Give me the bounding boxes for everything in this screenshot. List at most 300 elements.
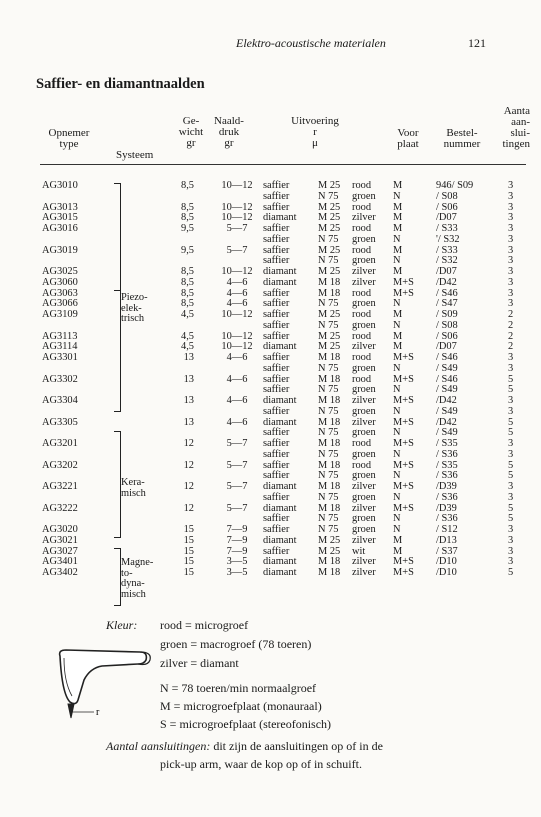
cell-druk: 5—7	[226, 459, 248, 471]
cell-plaat: M+S	[393, 416, 414, 428]
cell-gewicht: 15	[183, 524, 194, 535]
cell-naaldtype: N 75	[318, 384, 339, 396]
header-rule	[40, 164, 526, 165]
cell-aant: 3	[508, 223, 514, 234]
cell-druk: 4—6	[226, 298, 248, 310]
cell-gewicht: 15	[183, 567, 194, 578]
cell-aant: 3	[508, 352, 514, 363]
cell-nummer: /D42	[436, 276, 457, 288]
table-row	[0, 407, 541, 418]
col-opnemer: Opnemer type	[48, 127, 90, 150]
cell-aant: 3	[508, 266, 514, 277]
cell-naaldtype: M 25	[318, 341, 341, 353]
cell-materiaal: saffier	[263, 319, 290, 331]
cell-type: AG3221	[42, 481, 78, 492]
cell-kleur: rood	[352, 244, 372, 256]
cell-naaldtype: M 25	[318, 223, 341, 234]
cell-druk: 10—12	[221, 341, 253, 353]
cell-naaldtype: N 75	[318, 362, 339, 374]
cell-naaldtype: N 75	[318, 427, 339, 439]
cell-plaat: N	[393, 255, 401, 267]
cell-kleur: groen	[352, 448, 376, 460]
cell-gewicht: 4,5	[181, 330, 194, 342]
cell-materiaal: saffier	[263, 180, 290, 191]
cell-aant: 5	[508, 459, 514, 471]
cell-kleur: rood	[352, 201, 372, 213]
cell-materiaal: diamant	[263, 416, 297, 428]
cell-aant: 5	[508, 502, 514, 514]
cell-kleur: rood	[352, 330, 372, 342]
cell-naaldtype: M 18	[318, 287, 341, 299]
cell-nummer: / S46	[436, 287, 458, 299]
cell-nummer: / S36	[436, 470, 458, 482]
cell-druk: 10—12	[221, 180, 253, 191]
system-label-piezo: Piezo- elek- trisch	[121, 292, 148, 325]
cell-druk: 5—7	[226, 244, 248, 256]
cell-materiaal: saffier	[263, 405, 290, 417]
system-label-kera: Kera- misch	[121, 477, 146, 499]
cell-kleur: rood	[352, 438, 372, 449]
cell-druk: 10—12	[221, 330, 253, 342]
cell-plaat: M	[393, 545, 403, 557]
cell-type: AG3010	[42, 180, 78, 191]
cell-plaat: M+S	[393, 459, 414, 471]
cell-aant: 3	[508, 362, 514, 374]
cell-naaldtype: N 75	[318, 448, 339, 460]
cell-type: AG3302	[42, 373, 78, 385]
table-row	[0, 192, 541, 203]
cell-naaldtype: M 25	[318, 244, 341, 256]
cell-aant: 5	[508, 567, 514, 578]
cell-aant: 5	[508, 470, 514, 482]
cell-materiaal: diamant	[263, 502, 297, 514]
running-title: Elektro-acoustische materialen	[236, 36, 386, 50]
cell-kleur: zilver	[352, 556, 376, 568]
cell-plaat: N	[393, 233, 401, 245]
cell-naaldtype: M 18	[318, 567, 341, 578]
cell-type: AG3109	[42, 309, 78, 320]
cell-druk: 4—6	[226, 416, 248, 428]
legend-zilver: zilver = diamant	[160, 656, 239, 670]
table-row	[0, 267, 541, 278]
cell-materiaal: saffier	[263, 330, 290, 342]
cell-aant: 3	[508, 276, 514, 288]
cell-gewicht: 8,5	[181, 276, 194, 288]
cell-materiaal: saffier	[263, 427, 290, 439]
cell-druk: 3—5	[226, 556, 248, 568]
cell-nummer: /D39	[436, 481, 457, 492]
cell-nummer: / S33	[436, 223, 458, 234]
cell-aant: 5	[508, 373, 514, 385]
cell-nummer: / S37	[436, 545, 458, 557]
cell-plaat: M+S	[393, 395, 414, 406]
cell-gewicht: 12	[183, 502, 194, 514]
cell-type: AG3015	[42, 212, 78, 224]
cell-naaldtype: M 25	[318, 545, 341, 557]
cell-druk: 5—7	[226, 502, 248, 514]
cell-kleur: rood	[352, 287, 372, 299]
cell-kleur: rood	[352, 373, 372, 385]
cell-kleur: groen	[352, 190, 376, 202]
cell-materiaal: diamant	[263, 481, 297, 492]
cell-aant: 3	[508, 556, 514, 568]
cell-kleur: wit	[352, 545, 366, 557]
cell-plaat: N	[393, 448, 401, 460]
cell-plaat: M	[393, 223, 403, 234]
cell-nummer: /D07	[436, 266, 457, 277]
cell-type: AG3222	[42, 502, 78, 514]
cell-type: AG3060	[42, 276, 78, 288]
cell-druk: 4—6	[226, 373, 248, 385]
system-bracket-piezo	[114, 183, 121, 291]
section-title: Saffier- en diamantnaalden	[36, 76, 205, 92]
cell-kleur: rood	[352, 180, 372, 191]
cell-naaldtype: N 75	[318, 255, 339, 267]
cell-type: AG3016	[42, 223, 78, 234]
cell-kleur: groen	[352, 470, 376, 482]
cell-nummer: / S32	[436, 255, 458, 267]
cell-kleur: zilver	[352, 266, 376, 277]
cell-kleur: groen	[352, 319, 376, 331]
cell-materiaal: saffier	[263, 190, 290, 202]
cell-nummer: / S06	[436, 201, 458, 213]
cell-naaldtype: M 25	[318, 180, 341, 191]
page-number: 121	[468, 36, 486, 50]
needle-diagram	[54, 646, 156, 726]
cell-aant: 3	[508, 298, 514, 310]
cell-gewicht: 13	[183, 416, 194, 428]
cell-kleur: zilver	[352, 276, 376, 288]
cell-druk: 4—6	[226, 276, 248, 288]
cell-plaat: M+S	[393, 352, 414, 363]
cell-nummer: / S06	[436, 330, 458, 342]
cell-nummer: / S35	[436, 438, 458, 449]
cell-plaat: M	[393, 244, 403, 256]
cell-kleur: groen	[352, 298, 376, 310]
cell-naaldtype: M 25	[318, 266, 341, 277]
cell-nummer: / S36	[436, 448, 458, 460]
cell-materiaal: saffier	[263, 287, 290, 299]
cell-plaat: M	[393, 534, 403, 546]
cell-nummer: / S49	[436, 362, 458, 374]
cell-aant: 5	[508, 513, 514, 525]
table-row	[0, 278, 541, 289]
col-gewicht: Ge- wicht gr	[178, 115, 204, 149]
table-row	[0, 235, 541, 246]
cell-type: AG3402	[42, 567, 78, 578]
cell-gewicht: 13	[183, 395, 194, 406]
cell-plaat: M+S	[393, 481, 414, 492]
cell-druk: 5—7	[226, 438, 248, 449]
cell-aant: 5	[508, 384, 514, 396]
legend-m: M = microgroefplaat (monauraal)	[160, 699, 322, 713]
cell-materiaal: saffier	[263, 545, 290, 557]
col-naalddruk: Naald- druk gr	[214, 115, 244, 149]
cell-aant: 3	[508, 180, 514, 191]
cell-gewicht: 8,5	[181, 201, 194, 213]
cell-gewicht: 8,5	[181, 298, 194, 310]
cell-type: AG3401	[42, 556, 78, 568]
cell-kleur: zilver	[352, 502, 376, 514]
cell-materiaal: saffier	[263, 448, 290, 460]
table-row	[0, 396, 541, 407]
cell-nummer: / S49	[436, 427, 458, 439]
cell-plaat: M+S	[393, 438, 414, 449]
cell-druk: 10—12	[221, 212, 253, 224]
cell-nummer: / S08	[436, 319, 458, 331]
cell-type: AG3066	[42, 298, 78, 310]
cell-aant: 3	[508, 395, 514, 406]
cell-gewicht: 12	[183, 481, 194, 492]
cell-plaat: N	[393, 319, 401, 331]
cell-aant: 3	[508, 244, 514, 256]
cell-nummer: / S36	[436, 491, 458, 503]
cell-gewicht: 13	[183, 373, 194, 385]
cell-naaldtype: M 18	[318, 395, 341, 406]
table-row	[0, 525, 541, 536]
cell-materiaal: saffier	[263, 384, 290, 396]
cell-type: AG3020	[42, 524, 78, 535]
cell-materiaal: saffier	[263, 438, 290, 449]
cell-nummer: /D13	[436, 534, 457, 546]
cell-nummer: '/ S32	[436, 233, 460, 245]
cell-aant: 3	[508, 481, 514, 492]
table-row	[0, 310, 541, 321]
legend-groen: groen = macrogroef (78 toeren)	[160, 637, 312, 651]
table-row	[0, 450, 541, 461]
cell-naaldtype: M 18	[318, 416, 341, 428]
cell-druk: 5—7	[226, 223, 248, 234]
cell-aant: 3	[508, 190, 514, 202]
cell-nummer: /D07	[436, 212, 457, 224]
cell-kleur: groen	[352, 384, 376, 396]
cell-aant: 2	[508, 341, 514, 353]
cell-type: AG3025	[42, 266, 78, 277]
cell-materiaal: saffier	[263, 491, 290, 503]
cell-type: AG3021	[42, 534, 78, 546]
cell-materiaal: saffier	[263, 233, 290, 245]
cell-druk: 3—5	[226, 567, 248, 578]
cell-druk: 4—6	[226, 352, 248, 363]
cell-gewicht: 12	[183, 459, 194, 471]
system-bracket-piezo-lower	[114, 291, 121, 412]
cell-nummer: / S49	[436, 405, 458, 417]
cell-nummer: 946/ S09	[436, 180, 474, 191]
cell-aant: 3	[508, 201, 514, 213]
cell-kleur: groen	[352, 255, 376, 267]
col-aantal: Aanta aan- slui- tingen	[502, 105, 530, 150]
cell-plaat: M+S	[393, 373, 414, 385]
table-row	[0, 536, 541, 547]
cell-druk: 4—6	[226, 395, 248, 406]
cell-nummer: / S46	[436, 373, 458, 385]
cell-plaat: M	[393, 309, 403, 320]
cell-materiaal: diamant	[263, 556, 297, 568]
cell-druk: 7—9	[226, 524, 248, 535]
cell-aant: 3	[508, 255, 514, 267]
cell-kleur: groen	[352, 362, 376, 374]
cell-kleur: groen	[352, 524, 376, 535]
cell-plaat: M	[393, 201, 403, 213]
cell-nummer: / S08	[436, 190, 458, 202]
diagram-r-label: r	[96, 707, 100, 718]
cell-type: AG3201	[42, 438, 78, 449]
col-systeem: Systeem	[116, 149, 154, 161]
cell-materiaal: saffier	[263, 470, 290, 482]
cell-aant: 3	[508, 287, 514, 299]
cell-plaat: M+S	[393, 556, 414, 568]
cell-plaat: N	[393, 491, 401, 503]
cell-materiaal: diamant	[263, 276, 297, 288]
cell-kleur: groen	[352, 513, 376, 525]
cell-plaat: N	[393, 190, 401, 202]
cell-kleur: groen	[352, 491, 376, 503]
col-voor-plaat: Voor plaat	[397, 127, 419, 150]
cell-gewicht: 9,5	[181, 223, 194, 234]
cell-nummer: / S46	[436, 352, 458, 363]
cell-kleur: rood	[352, 223, 372, 234]
cell-type: AG3113	[42, 330, 78, 342]
cell-naaldtype: N 75	[318, 513, 339, 525]
cell-materiaal: saffier	[263, 362, 290, 374]
cell-aant: 3	[508, 233, 514, 245]
cell-plaat: M	[393, 180, 403, 191]
cell-type: AG3019	[42, 244, 78, 256]
cell-materiaal: saffier	[263, 223, 290, 234]
cell-naaldtype: M 18	[318, 438, 341, 449]
table-row	[0, 439, 541, 450]
cell-materiaal: saffier	[263, 513, 290, 525]
cell-aant: 5	[508, 416, 514, 428]
cell-druk: 4—6	[226, 287, 248, 299]
cell-gewicht: 8,5	[181, 266, 194, 277]
cell-naaldtype: M 18	[318, 276, 341, 288]
cell-plaat: M+S	[393, 287, 414, 299]
cell-materiaal: saffier	[263, 459, 290, 471]
cell-aant: 5	[508, 427, 514, 439]
cell-plaat: N	[393, 384, 401, 396]
cell-kleur: zilver	[352, 416, 376, 428]
cell-plaat: N	[393, 470, 401, 482]
cell-nummer: / S12	[436, 524, 458, 535]
cell-gewicht: 8,5	[181, 180, 194, 191]
cell-druk: 10—12	[221, 201, 253, 213]
cell-naaldtype: M 25	[318, 201, 341, 213]
table-row	[0, 353, 541, 364]
cell-materiaal: diamant	[263, 395, 297, 406]
cell-materiaal: saffier	[263, 524, 290, 535]
cell-plaat: M+S	[393, 567, 414, 578]
cell-plaat: M	[393, 212, 403, 224]
cell-naaldtype: N 75	[318, 524, 339, 535]
cell-aant: 3	[508, 212, 514, 224]
system-bracket-magneto	[114, 548, 121, 606]
cell-nummer: /D10	[436, 567, 457, 578]
cell-nummer: /D42	[436, 395, 457, 406]
cell-aant: 3	[508, 438, 514, 449]
legend-s: S = microgroefplaat (stereofonisch)	[160, 717, 332, 731]
cell-materiaal: saffier	[263, 255, 290, 267]
table-row	[0, 224, 541, 235]
cell-plaat: M+S	[393, 502, 414, 514]
cell-gewicht: 13	[183, 352, 194, 363]
cell-nummer: /D39	[436, 502, 457, 514]
cell-naaldtype: N 75	[318, 190, 339, 202]
cell-kleur: zilver	[352, 481, 376, 492]
cell-materiaal: diamant	[263, 341, 297, 353]
legend-kleur-label: Kleur:	[106, 618, 138, 632]
cell-gewicht: 8,5	[181, 212, 194, 224]
cell-nummer: / S35	[436, 459, 458, 471]
cell-kleur: groen	[352, 233, 376, 245]
cell-gewicht: 4,5	[181, 341, 194, 353]
cell-gewicht: 4,5	[181, 309, 194, 320]
cell-plaat: N	[393, 405, 401, 417]
cell-plaat: N	[393, 362, 401, 374]
cell-gewicht: 15	[183, 534, 194, 546]
cell-aant: 3	[508, 448, 514, 460]
cell-nummer: / S47	[436, 298, 458, 310]
table-row	[0, 493, 541, 504]
cell-type: AG3063	[42, 287, 78, 299]
cell-type: AG3114	[42, 341, 78, 353]
legend-rood: rood = microgroef	[160, 618, 249, 632]
cell-druk: 5—7	[226, 481, 248, 492]
cell-materiaal: diamant	[263, 567, 297, 578]
cell-gewicht: 12	[183, 438, 194, 449]
cell-nummer: /D10	[436, 556, 457, 568]
cell-nummer: / S49	[436, 384, 458, 396]
cell-kleur: groen	[352, 427, 376, 439]
cell-naaldtype: M 18	[318, 502, 341, 514]
cell-naaldtype: M 18	[318, 481, 341, 492]
cell-aant: 3	[508, 545, 514, 557]
cell-gewicht: 15	[183, 545, 194, 557]
cell-materiaal: saffier	[263, 373, 290, 385]
cell-plaat: M	[393, 341, 403, 353]
table-row	[0, 181, 541, 192]
table-row	[0, 321, 541, 332]
cell-naaldtype: N 75	[318, 470, 339, 482]
legend-aantal-cont: pick-up arm, waar de kop op of in schuift.	[160, 757, 362, 771]
cell-naaldtype: M 18	[318, 459, 341, 471]
table-row	[0, 482, 541, 493]
cell-naaldtype: N 75	[318, 298, 339, 310]
cell-aant: 2	[508, 330, 514, 342]
cell-materiaal: saffier	[263, 352, 290, 363]
cell-type: AG3305	[42, 416, 78, 428]
legend-aantal: Aantal aansluitingen: dit zijn de aansluitingen op of in de	[106, 739, 383, 753]
cell-naaldtype: N 75	[318, 319, 339, 331]
cell-aant: 3	[508, 524, 514, 535]
cell-gewicht: 15	[183, 556, 194, 568]
cell-druk: 10—12	[221, 266, 253, 277]
cell-plaat: N	[393, 513, 401, 525]
cell-kleur: rood	[352, 459, 372, 471]
cell-type: AG3202	[42, 459, 78, 471]
cell-nummer: /D07	[436, 341, 457, 353]
cell-nummer: / S33	[436, 244, 458, 256]
cell-naaldtype: M 25	[318, 534, 341, 546]
cell-aant: 2	[508, 309, 514, 320]
cell-druk: 10—12	[221, 309, 253, 320]
cell-naaldtype: N 75	[318, 405, 339, 417]
table-row	[0, 568, 541, 579]
cell-kleur: zilver	[352, 341, 376, 353]
cell-aant: 3	[508, 534, 514, 546]
cell-aant: 3	[508, 405, 514, 417]
cell-gewicht: 9,5	[181, 244, 194, 256]
